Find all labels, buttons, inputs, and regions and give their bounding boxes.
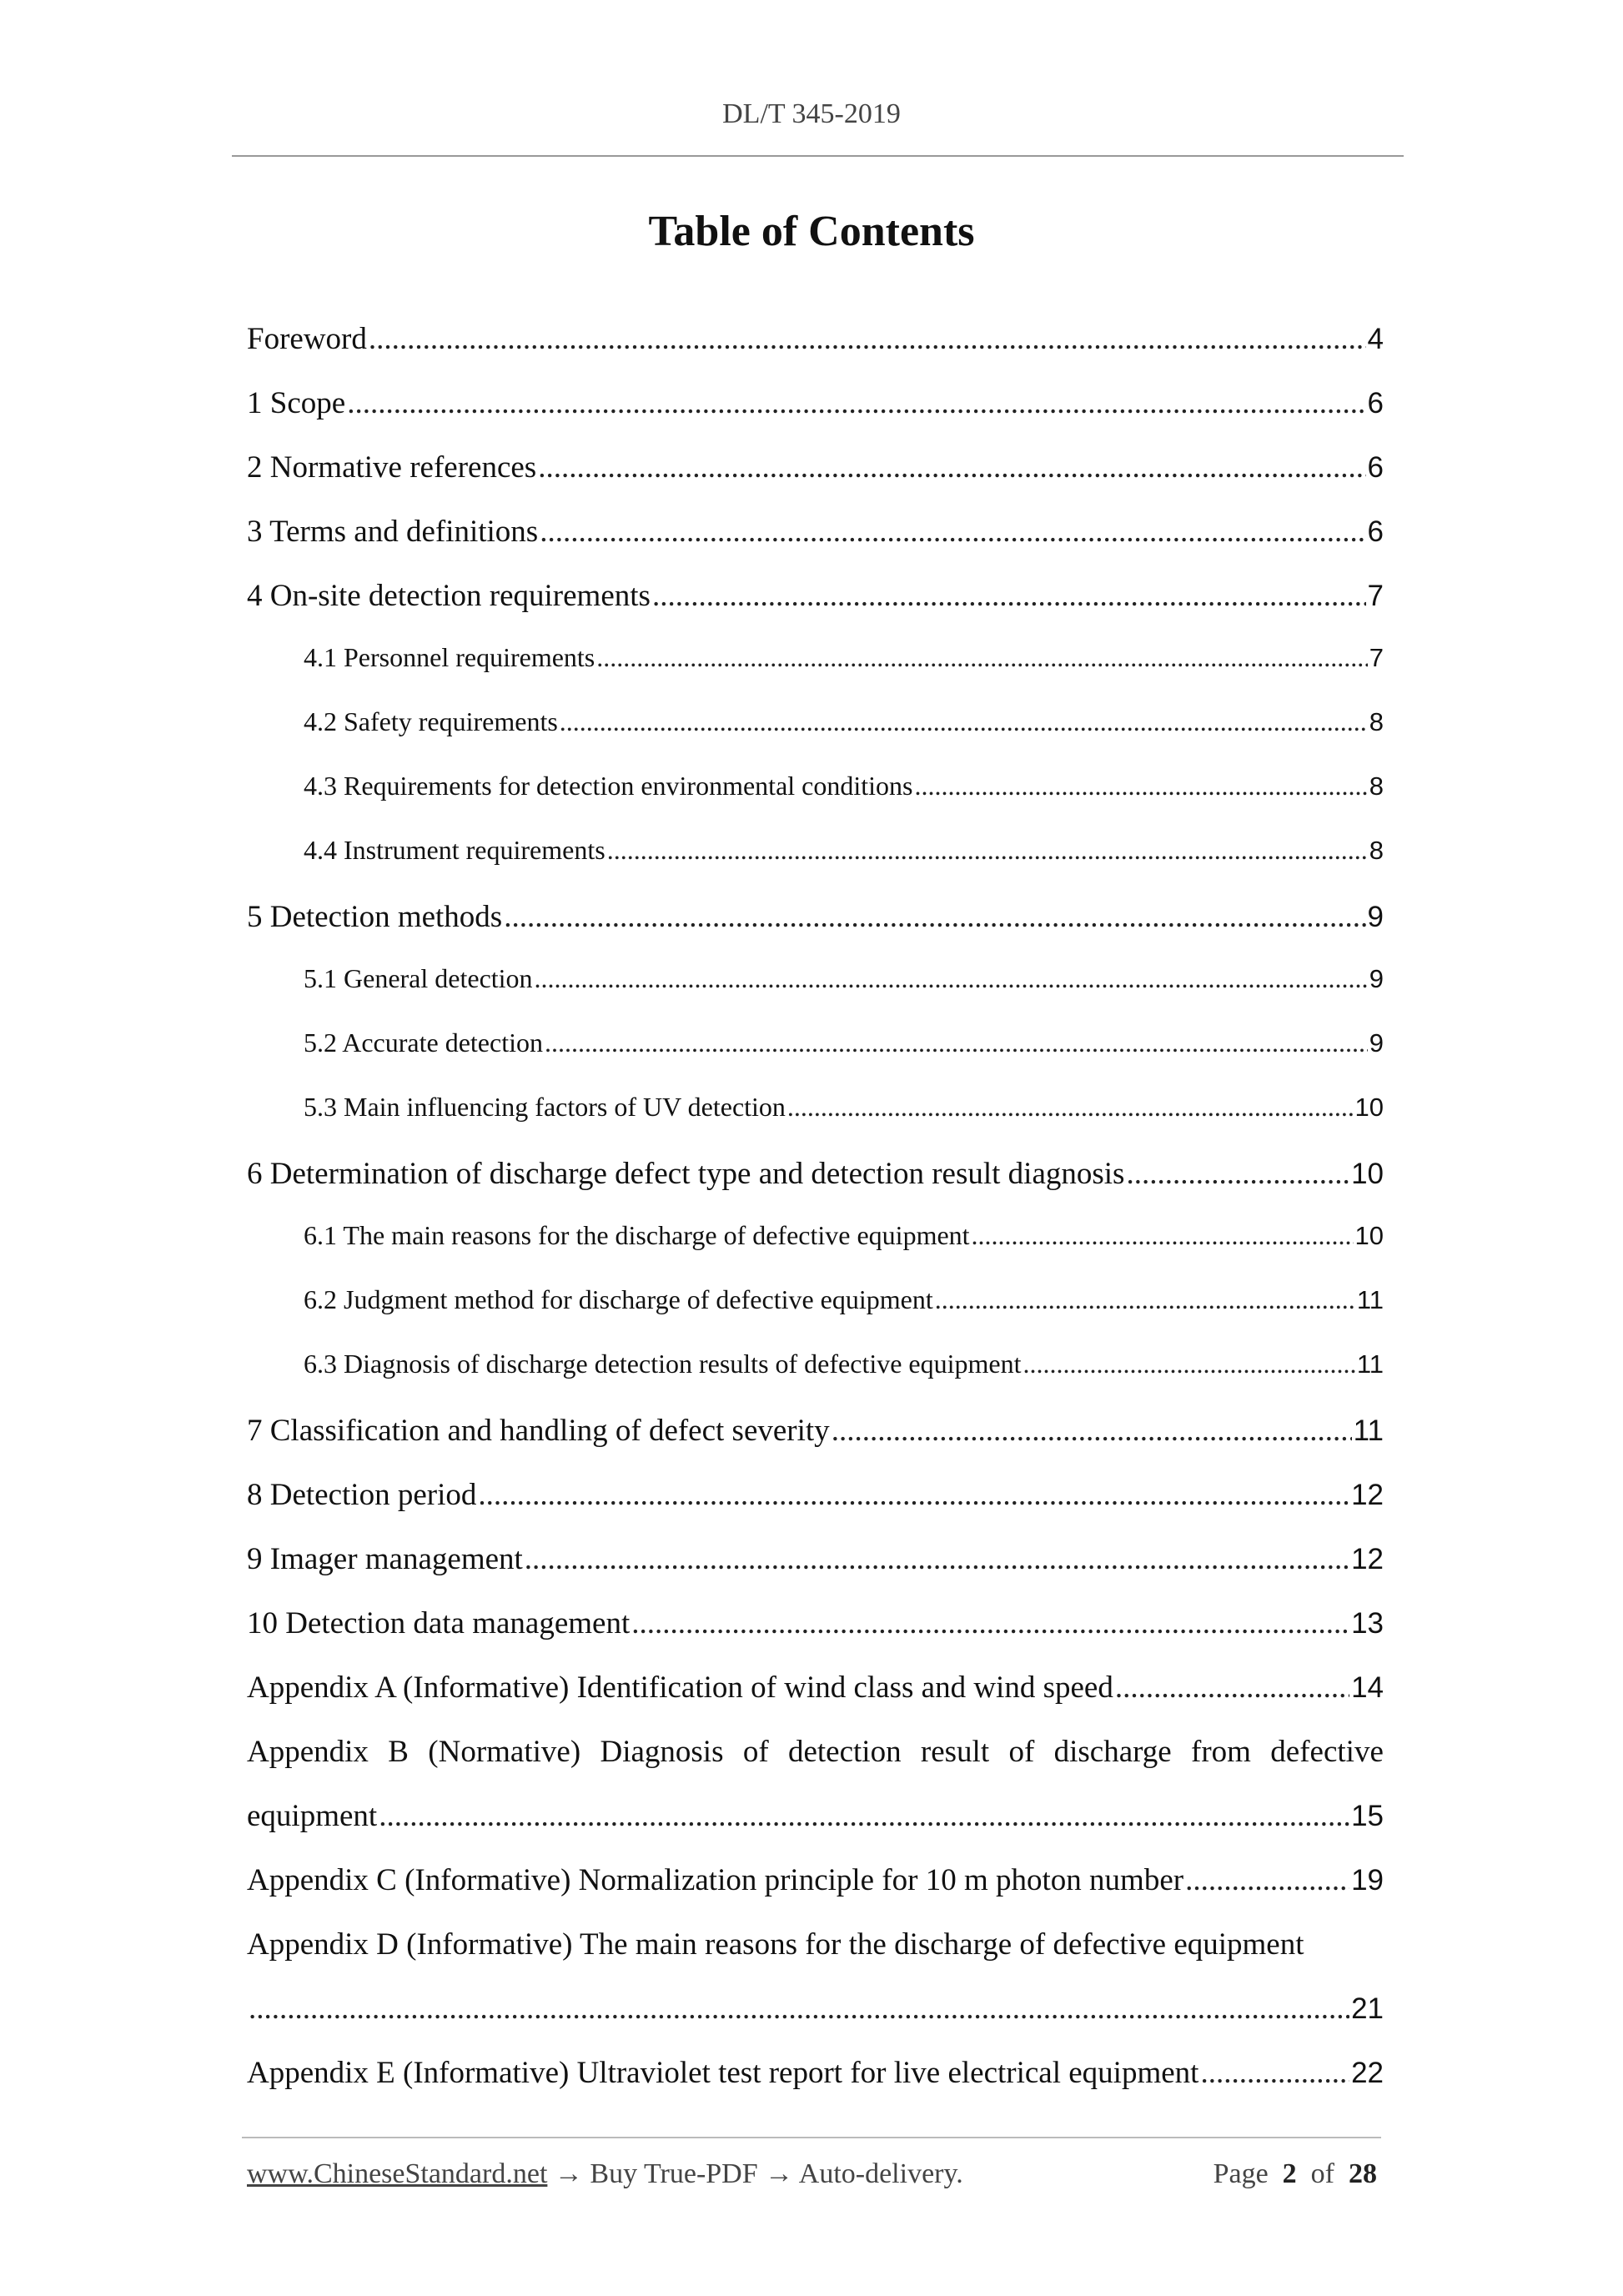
dot-leader [596, 642, 1368, 673]
toc-entry-detection-period[interactable] [247, 1477, 1384, 1541]
toc-page-number: 10 [1354, 1093, 1384, 1122]
arrow-right-icon: → [554, 2158, 583, 2189]
toc-entry-appendix-b-line2[interactable] [247, 1798, 1384, 1862]
toc-entry-6-3[interactable] [247, 1349, 1384, 1413]
toc-entry-appendix-d-line1[interactable] [247, 1927, 1384, 1991]
toc-page-number: 6 [1367, 515, 1384, 548]
toc-label-word: B [388, 1735, 409, 1769]
delivery-text: Auto-delivery. [798, 2158, 963, 2189]
toc-entry-appendix-c[interactable] [247, 1862, 1384, 1927]
dot-leader [1115, 1670, 1349, 1706]
dot-leader [545, 1027, 1368, 1058]
toc-label: Appendix D (Informative) The main reasons for the discharge of defective equipment [247, 1927, 1304, 1962]
toc-page-number: 9 [1369, 964, 1384, 993]
toc-entry-scope[interactable] [247, 385, 1384, 450]
document-code: DL/T 345-2019 [722, 98, 901, 129]
toc-label: Appendix C (Informative) Normalization principle for 10 m photon number [247, 1863, 1184, 1897]
of-word: of [1310, 2158, 1334, 2189]
toc-label: 7 Classification and handling of defect severity [247, 1414, 830, 1448]
dot-leader [652, 578, 1366, 614]
toc-label-word: detection [787, 1735, 902, 1769]
toc-entry-appendix-e[interactable] [247, 2055, 1384, 2119]
total-page-number: 28 [1349, 2158, 1377, 2189]
toc-label: 4.1 Personnel requirements [304, 642, 595, 672]
current-page-number: 2 [1282, 2158, 1297, 2189]
toc-label-word: result [920, 1735, 990, 1769]
toc-page-number: 8 [1369, 836, 1384, 865]
toc-entry-appendix-d-line2[interactable] [247, 1991, 1384, 2055]
toc-label: 10 Detection data management [247, 1606, 631, 1640]
toc-label: 5.3 Main influencing factors of UV detection [304, 1092, 786, 1122]
toc-entry-normative-references[interactable] [247, 450, 1384, 514]
page-indicator [1213, 2158, 1377, 2190]
dot-leader [347, 385, 1365, 421]
toc-entry-4-3[interactable] [247, 771, 1384, 835]
toc-page-number: 10 [1351, 1158, 1384, 1190]
toc-label: 6.3 Diagnosis of discharge detection results of defective equipment [304, 1349, 1022, 1379]
toc-label: 5 Detection methods [247, 900, 503, 934]
page-word: Page [1213, 2158, 1269, 2189]
toc-label: Foreword [247, 322, 367, 356]
dot-leader [379, 1798, 1349, 1834]
toc-label-word: of [742, 1735, 769, 1769]
dot-leader [504, 899, 1365, 935]
toc-label-word: (Normative) [428, 1735, 581, 1769]
toc-entry-determination[interactable] [247, 1156, 1384, 1220]
dot-leader [787, 1092, 1354, 1123]
dot-leader [525, 1541, 1349, 1577]
toc-entry-appendix-a[interactable] [247, 1670, 1384, 1734]
toc-entry-5-3[interactable] [247, 1092, 1384, 1156]
site-link[interactable]: www.ChineseStandard.net [247, 2158, 548, 2189]
toc-page-number: 11 [1356, 1285, 1384, 1314]
toc-page-number: 7 [1367, 580, 1384, 612]
toc-label: 9 Imager management [247, 1542, 523, 1576]
toc-label: 8 Detection period [247, 1478, 477, 1512]
dot-leader [538, 450, 1365, 485]
toc-entry-terms-definitions[interactable] [247, 514, 1384, 578]
toc-label: 4 On-site detection requirements [247, 579, 651, 613]
toc-entry-imager-management[interactable] [247, 1541, 1384, 1605]
toc-label: 6 Determination of discharge defect type and detection result diagnosis [247, 1157, 1125, 1191]
dot-leader [914, 771, 1367, 801]
toc-label: 2 Normative references [247, 450, 537, 485]
dot-leader [832, 1413, 1352, 1449]
toc-page-number: 11 [1356, 1349, 1384, 1379]
toc-label-word: Diagnosis [600, 1735, 724, 1769]
footer-promo [247, 2158, 963, 2190]
dot-leader [249, 1991, 1349, 2027]
toc-entry-4-1[interactable] [247, 642, 1384, 706]
toc-entry-foreword[interactable] [247, 321, 1384, 385]
toc-label: Appendix A (Informative) Identification of wind class and wind speed [247, 1671, 1113, 1705]
toc-label: Appendix E (Informative) Ultraviolet test report for live electrical equipment [247, 2056, 1199, 2090]
dot-leader [540, 514, 1365, 550]
arrow-right-icon: → [765, 2158, 794, 2189]
toc-page-number: 9 [1367, 901, 1384, 933]
header-divider [232, 155, 1404, 157]
toc-label: 1 Scope [247, 386, 346, 420]
toc-label: 5.1 General detection [304, 963, 533, 993]
dot-leader [607, 835, 1368, 866]
toc-page-number: 8 [1369, 707, 1384, 736]
toc-entry-detection-methods[interactable] [247, 899, 1384, 963]
toc-page-number: 12 [1351, 1479, 1384, 1511]
table-of-contents [247, 321, 1384, 2119]
toc-label: 3 Terms and definitions [247, 515, 539, 549]
dot-leader [972, 1220, 1354, 1251]
toc-label-word: Appendix [247, 1735, 369, 1769]
toc-page-number: 14 [1351, 1671, 1384, 1704]
toc-label-word: discharge [1053, 1735, 1172, 1769]
toc-entry-data-management[interactable] [247, 1605, 1384, 1670]
dot-leader [631, 1605, 1349, 1641]
toc-page-number: 11 [1353, 1414, 1384, 1447]
toc-entry-classification[interactable] [247, 1413, 1384, 1477]
dot-leader [1126, 1156, 1349, 1192]
toc-label: 4.2 Safety requirements [304, 706, 558, 736]
toc-page-number: 4 [1367, 323, 1384, 355]
toc-page-number: 12 [1351, 1543, 1384, 1575]
toc-entry-4-4[interactable] [247, 835, 1384, 899]
toc-entry-4-2[interactable] [247, 706, 1384, 771]
toc-page-number: 19 [1351, 1864, 1384, 1897]
dot-leader [560, 706, 1368, 737]
toc-label: equipment [247, 1799, 378, 1833]
toc-entry-6-1[interactable] [247, 1220, 1384, 1284]
dot-leader [1023, 1349, 1355, 1379]
page-title: Table of Contents [648, 208, 975, 255]
toc-entry-6-2[interactable] [247, 1284, 1384, 1349]
toc-label-word: defective [1270, 1735, 1384, 1769]
toc-label-word: of [1008, 1735, 1035, 1769]
dot-leader [369, 321, 1366, 357]
toc-label: 6.2 Judgment method for discharge of defective equipment [304, 1284, 933, 1314]
toc-page-number: 10 [1354, 1221, 1384, 1250]
toc-label: 4.4 Instrument requirements [304, 835, 605, 865]
toc-entry-5-1[interactable] [247, 963, 1384, 1027]
toc-page-number: 9 [1369, 1028, 1384, 1058]
toc-page-number: 22 [1351, 2057, 1384, 2089]
toc-label: 4.3 Requirements for detection environmental conditions [304, 771, 913, 801]
toc-page-number: 13 [1351, 1607, 1384, 1640]
dot-leader [535, 963, 1368, 994]
dot-leader [935, 1284, 1355, 1315]
toc-page-number: 15 [1351, 1800, 1384, 1832]
toc-label: 6.1 The main reasons for the discharge of defective equipment [304, 1220, 970, 1250]
toc-entry-onsite-detection[interactable] [247, 578, 1384, 642]
buy-text: Buy True-PDF [590, 2158, 758, 2189]
toc-entry-appendix-b-line1[interactable] [247, 1734, 1384, 1798]
toc-entry-5-2[interactable] [247, 1027, 1384, 1092]
toc-label: 5.2 Accurate detection [304, 1027, 543, 1058]
toc-label-word: from [1191, 1735, 1251, 1769]
dot-leader [478, 1477, 1349, 1513]
toc-page-number: 8 [1369, 771, 1384, 801]
footer-divider [242, 2137, 1381, 2138]
toc-page-number: 7 [1369, 643, 1384, 672]
toc-page-number: 21 [1351, 1992, 1384, 2025]
dot-leader [1200, 2055, 1349, 2091]
toc-page-number: 6 [1367, 451, 1384, 484]
dot-leader [1185, 1862, 1349, 1898]
toc-page-number: 6 [1367, 387, 1384, 420]
